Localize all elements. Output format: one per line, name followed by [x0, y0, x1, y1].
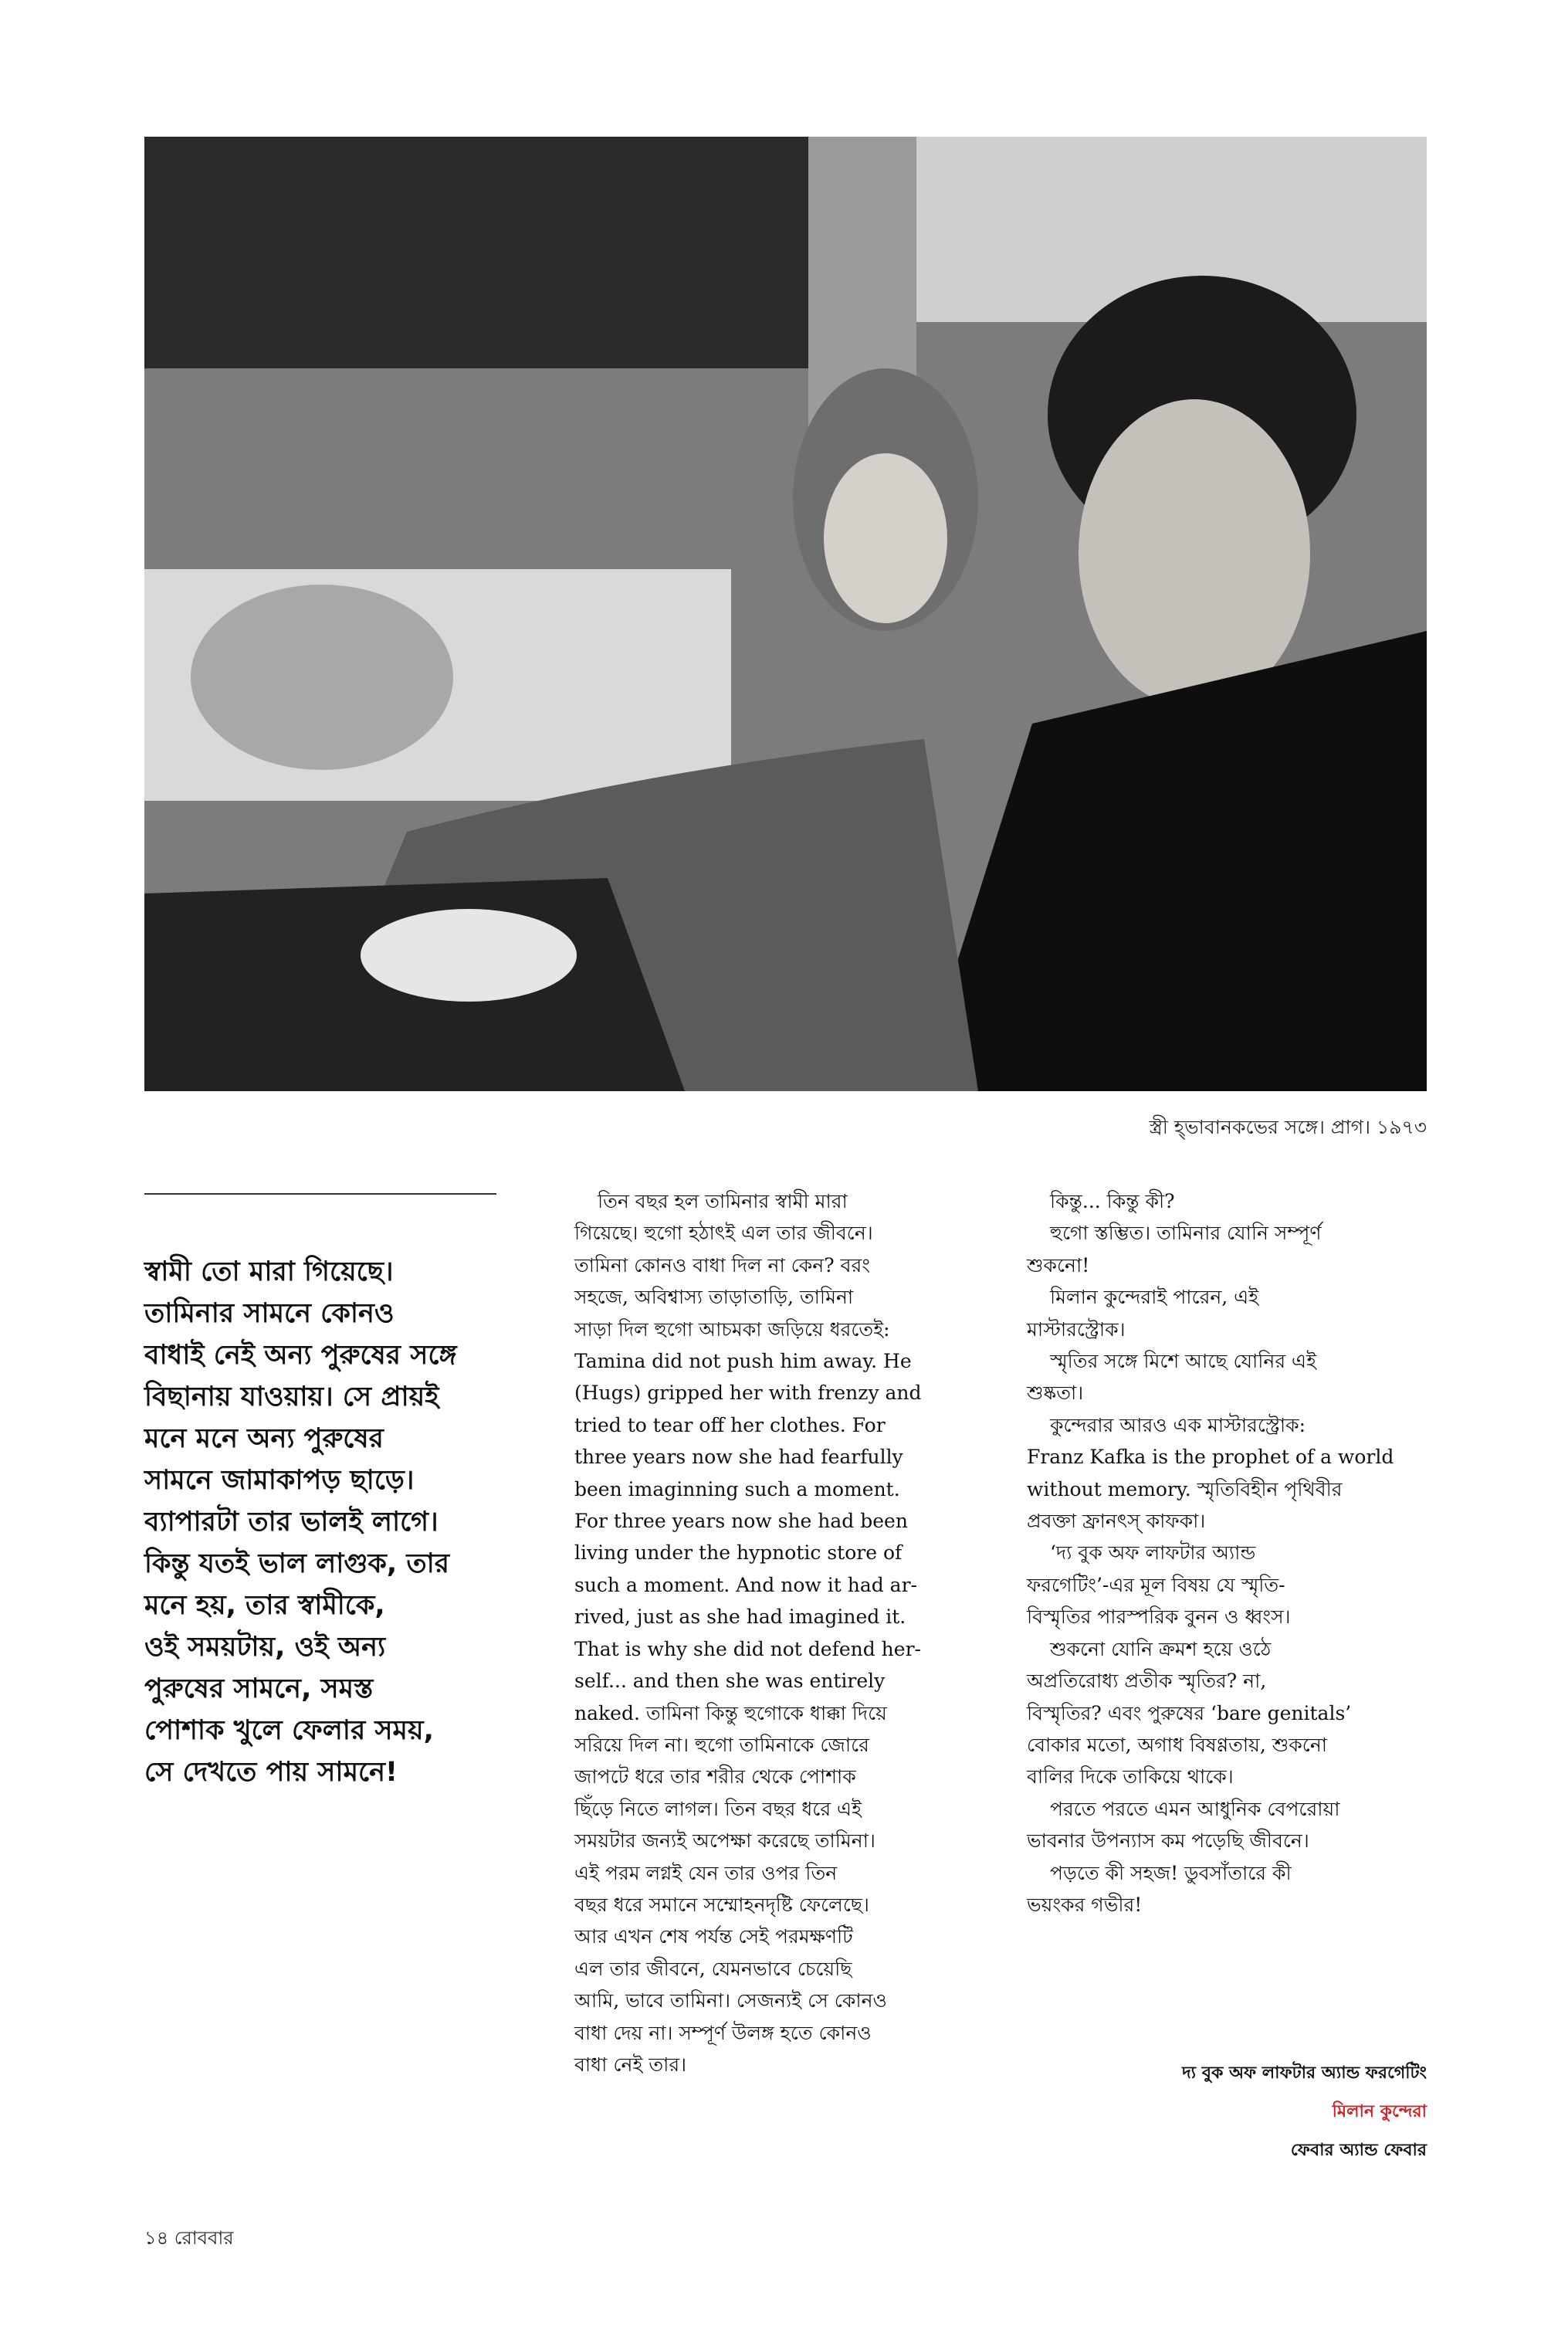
column-line: বছর ধরে সমানে সম্মোহনদৃষ্টি ফেলেছে।: [574, 1893, 869, 1916]
column-line: এই পরম লগ্নই যেন তার ওপর তিন: [574, 1861, 838, 1884]
column-line: three years now she had fearfully: [574, 1446, 903, 1469]
pullquote: [144, 1251, 561, 1793]
pullquote-line: তামিনার সামনে কোনও: [144, 1298, 395, 1329]
column-line: পরতে পরতে এমন আধুনিক বেপরোয়া: [1050, 1797, 1340, 1820]
photo-caption: স্ত্রী হ্ভাবানকভের সঙ্গে। প্রাগ। ১৯৭৩: [1149, 1116, 1427, 1138]
pullquote-rule: [144, 1193, 496, 1195]
column-line: without memory. স্মৃতিবিহীন পৃথিবীর: [1027, 1477, 1343, 1500]
column-line: শুষ্কতা।: [1027, 1382, 1084, 1405]
column-line: rived, just as she had imagined it.: [574, 1605, 906, 1629]
pullquote-line: মনে হয়, তার স্বামীকে,: [144, 1590, 385, 1621]
column-line: আর এখন শেষ পর্যন্ত সেই পরমক্ষণটি: [574, 1925, 853, 1948]
column-line: সরিয়ে দিল না। হুগো তামিনাকে জোরে: [574, 1733, 869, 1756]
photo: [144, 137, 1427, 1091]
book-credits: [1182, 2054, 1427, 2170]
column-line: কিন্তু... কিন্তু কী?: [1050, 1190, 1175, 1212]
column-line: such a moment. And now it had ar-: [574, 1573, 917, 1596]
column-line: ছিঁড়ে নিতে লাগল। তিন বছর ধরে এই: [574, 1797, 862, 1820]
column-line: For three years now she had been: [574, 1510, 908, 1533]
book-author: মিলান কুন্দেরা: [1332, 2102, 1427, 2121]
pullquote-line: বিছানায় যাওয়ায়। সে প্রায়ই: [144, 1382, 439, 1412]
column-line: অপ্রতিরোধ্য প্রতীক স্মৃতির? না,: [1027, 1670, 1267, 1693]
column-line: (Hugs) gripped her with frenzy and: [574, 1382, 922, 1405]
column-line: That is why she did not defend her-: [574, 1637, 921, 1660]
article-column-3: [1027, 1185, 1444, 1921]
pullquote-line: পোশাক খুলে ফেলার সময়,: [144, 1715, 434, 1746]
column-line: স্মৃতির সঙ্গে মিশে আছে যোনির এই: [1050, 1350, 1317, 1373]
column-line: living under the hypnotic store of: [574, 1541, 903, 1565]
page-folio: ১৪ রোববার: [144, 2227, 234, 2249]
column-line: self... and then she was entirely: [574, 1670, 886, 1693]
column-line: প্রবক্তা ফ্রানৎস্ কাফকা।: [1027, 1510, 1206, 1533]
column-line: tried to tear off her clothes. For: [574, 1413, 886, 1436]
column-line: শুকনো যোনি ক্রমশ হয়ে ওঠে: [1050, 1637, 1272, 1660]
pullquote-line: সে দেখতে পায় সামনে!: [144, 1757, 398, 1788]
column-line: ভয়ংকর গভীর!: [1027, 1893, 1143, 1916]
pullquote-line: পুরুষের সামনে, সমস্ত: [144, 1673, 374, 1704]
column-line: জাপটে ধরে তার শরীর থেকে পোশাক: [574, 1765, 856, 1789]
column-line: ভাবনার উপন্যাস কম পড়েছি জীবনে।: [1027, 1829, 1309, 1853]
pullquote-line: ব্যাপারটা তার ভালই লাগে।: [144, 1507, 439, 1538]
column-line: ‘দ্য বুক অফ লাফটার অ্যান্ড: [1050, 1541, 1256, 1565]
pullquote-line: সামনে জামাকাপড় ছাড়ে।: [144, 1465, 415, 1496]
column-line: Franz Kafka is the prophet of a world: [1027, 1446, 1394, 1469]
column-line: কুন্দেরার আরও এক মাস্টারস্ট্রোক:: [1050, 1413, 1306, 1436]
column-line: পড়তে কী সহজ! ডুবসাঁতারে কী: [1050, 1861, 1292, 1884]
photo-icon: [144, 137, 1427, 1091]
pullquote-line: বাধাই নেই অন্য পুরুষের সঙ্গে: [144, 1340, 457, 1371]
column-line: বালির দিকে তাকিয়ে থাকে।: [1027, 1765, 1234, 1789]
column-line: মিলান কুন্দেরাই পারেন, এই: [1050, 1286, 1259, 1309]
column-line: ফরগেটিং’-এর মূল বিষয় যে স্মৃতি-: [1027, 1573, 1285, 1596]
book-publisher: ফেবার অ্যান্ড ফেবার: [1290, 2141, 1427, 2160]
pullquote-line: মনে মনে অন্য পুরুষের: [144, 1423, 384, 1454]
column-line: গিয়েছে। হুগো হঠাৎই এল তার জীবনে।: [574, 1222, 873, 1245]
pullquote-line: ওই সময়টায়, ওই অন্য: [144, 1632, 386, 1663]
column-line: সহজে, অবিশ্বাস্য তাড়াতাড়ি, তামিনা: [574, 1286, 854, 1309]
column-line: আমি, ভাবে তামিনা। সেজন্যই সে কোনও: [574, 1989, 887, 2012]
pullquote-line: কিন্তু যতই ভাল লাগুক, তার: [144, 1548, 450, 1579]
column-line: বিস্মৃতির? এবং পুরুষের ‘bare genitals’: [1027, 1701, 1352, 1724]
column-line: been imaginning such a moment.: [574, 1477, 900, 1500]
column-line: বোকার মতো, অগাধ বিষণ্ণতায়, শুকনো: [1027, 1733, 1328, 1756]
pullquote-line: স্বামী তো মারা গিয়েছে।: [144, 1256, 394, 1287]
column-line: সাড়া দিল হুগো আচমকা জড়িয়ে ধরতেই:: [574, 1317, 890, 1341]
column-line: বাধা নেই তার।: [574, 2053, 687, 2076]
column-line: মাস্টারস্ট্রোক।: [1027, 1317, 1126, 1341]
column-line: এল তার জীবনে, যেমনভাবে চেয়েছি: [574, 1957, 852, 1980]
column-line: বাধা দেয় না। সম্পূর্ণ উলঙ্গ হতে কোনও: [574, 2021, 872, 2044]
book-title: দ্য বুক অফ লাফটার অ্যান্ড ফরগেটিং: [1182, 2063, 1427, 2083]
column-line: তিন বছর হল তামিনার স্বামী মারা: [598, 1190, 848, 1212]
column-line: সময়টার জন্যই অপেক্ষা করেছে তামিনা।: [574, 1829, 875, 1853]
column-line: বিস্মৃতির পারস্পরিক বুনন ও ধ্বংস।: [1027, 1605, 1291, 1629]
column-line: তামিনা কোনও বাধা দিল না কেন? বরং: [574, 1253, 870, 1277]
column-line: naked. তামিনা কিন্তু হুগোকে ধাক্কা দিয়ে: [574, 1701, 887, 1724]
column-line: Tamina did not push him away. He: [574, 1350, 912, 1373]
column-line: হুগো স্তম্ভিত। তামিনার যোনি সম্পূর্ণ: [1050, 1222, 1322, 1245]
column-line: শুকনো!: [1027, 1253, 1090, 1277]
article-column-2: [574, 1185, 1007, 2080]
